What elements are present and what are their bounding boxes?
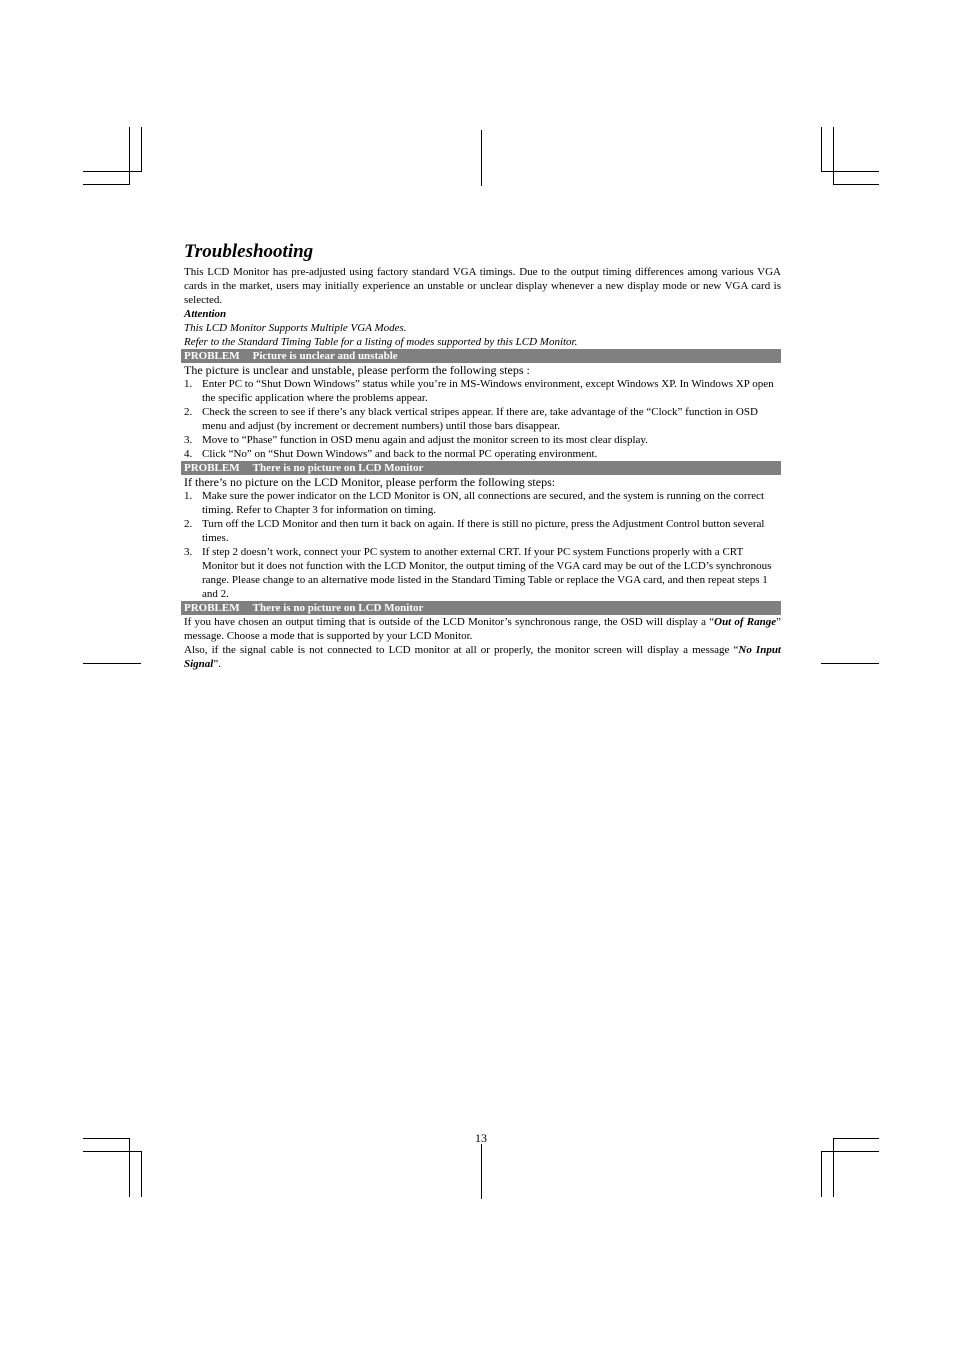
out-of-range-text: Out of Range — [714, 616, 777, 628]
steps-list — [184, 377, 781, 461]
crop-mark-top-center — [481, 130, 482, 186]
problem-label: PROBLEM — [184, 462, 240, 474]
list-item: 2. Turn off the LCD Monitor and then turn it back on again. If there is still no picture, press the Adjustment Control button several times. — [184, 518, 765, 544]
step-text: If step 2 doesn’t work, connect your PC system to another external CRT. If your PC system Functions properly with a CRT Monitor but it does not function with the LCD Monitor, the output timing of the VGA card may be out of the LCD’s synchronous range. Please change to an alternative mode listed in the Standard Timing Table or replace the VGA card, and then repeat steps 1 and 2. — [202, 546, 772, 600]
crop-mark-bottom-right-v2 — [821, 1151, 822, 1197]
step-text: Make sure the power indicator on the LCD Monitor is ON, all connections are secured, and the system is running on the correct timing. Refer to Chapter 3 for information on timing. — [202, 490, 765, 516]
step-text: Enter PC to “Shut Down Windows” status while you’re in MS-Windows environment, except Windows XP. In Windows XP open the specific application where the problems appear. — [202, 378, 774, 404]
paragraph-text: Also, if the signal cable is not connected to LCD monitor at all or properly, the monitor screen will display a message “ — [184, 644, 739, 656]
problem-heading: Picture is unclear and unstable — [252, 350, 398, 362]
problem-intro: The picture is unclear and unstable, please perform the following steps : — [184, 363, 530, 377]
crop-mark-top-right-v1 — [821, 127, 822, 172]
page-title: Troubleshooting — [184, 241, 314, 262]
crop-mark-top-left-h2 — [83, 171, 142, 172]
crop-mark-top-right-h1 — [821, 171, 879, 172]
list-item: 3. If step 2 doesn’t work, connect your PC system to another external CRT. If your PC system Functions properly with a CRT Monitor but it does not function with the LCD Monitor, the output timing of the VGA card may be out of the LCD’s synchronous range. Please change to an alternative mode listed in the Standard Timing Table or replace the VGA card, and then repeat steps 1 and 2. — [184, 546, 772, 600]
paragraph-text: If you have chosen an output timing that is outside of the LCD Monitor’s synchronous range, the OSD will display a “ — [184, 616, 715, 628]
crop-mark-bottom-right-h2 — [821, 1151, 879, 1152]
crop-mark-bottom-right-v1 — [833, 1138, 834, 1197]
crop-mark-bottom-center — [481, 1144, 482, 1199]
attention-line: This LCD Monitor Supports Multiple VGA Modes. — [184, 322, 407, 334]
crop-mark-top-left-v1 — [129, 127, 130, 185]
attention-label: Attention — [184, 308, 227, 320]
step-text: Check the screen to see if there’s any black vertical stripes appear. If there are, take advantage of the “Clock” function in OSD menu and adjust (by increment or decrement numbers) until those bars disappear. — [202, 406, 758, 432]
steps-list — [184, 489, 781, 601]
crop-mark-top-right-h2 — [833, 184, 879, 185]
problem-label: PROBLEM — [184, 602, 240, 614]
attention-line: Refer to the Standard Timing Table for a listing of modes supported by this LCD Monitor. — [184, 336, 578, 348]
crop-mark-bottom-left-v2 — [141, 1151, 142, 1197]
list-item: 2. Check the screen to see if there’s any black vertical stripes appear. If there are, take advantage of the “Clock” function in OSD menu and adjust (by increment or decrement numbers) until those bars disappear. — [184, 406, 758, 432]
crop-mark-bottom-left-h1 — [83, 1138, 130, 1139]
list-item: 1. Enter PC to “Shut Down Windows” status while you’re in MS-Windows environment, except Windows XP. In Windows XP open the specific application where the problems appear. — [184, 378, 774, 404]
crop-mark-bottom-right-h1 — [833, 1138, 879, 1139]
problem-header — [181, 601, 781, 615]
crop-mark-mid-right — [821, 663, 879, 664]
step-text: Move to “Phase” function in OSD menu again and adjust the monitor screen to its most clear display. — [202, 434, 648, 446]
problem-label: PROBLEM — [184, 350, 240, 362]
list-item: 4. Click “No” on “Shut Down Windows” and back to the normal PC operating environment. — [184, 448, 598, 460]
page-number: 13 — [475, 1131, 487, 1145]
crop-mark-bottom-left-v1 — [129, 1138, 130, 1197]
problem-header — [181, 461, 781, 475]
step-text: Turn off the LCD Monitor and then turn it back on again. If there is still no picture, press the Adjustment Control button several times. — [202, 518, 765, 544]
list-item: 1. Make sure the power indicator on the LCD Monitor is ON, all connections are secured, and the system is running on the correct timing. Refer to Chapter 3 for information on timing. — [184, 490, 765, 516]
list-item: 3. Move to “Phase” function in OSD menu again and adjust the monitor screen to its most clear display. — [184, 434, 648, 446]
problem-header — [181, 349, 781, 363]
page-content — [184, 240, 781, 671]
problem-intro: If there’s no picture on the LCD Monitor, please perform the following steps: — [184, 475, 556, 489]
paragraph-text: ” message. Choose a mode that is supported by your LCD Monitor. — [184, 616, 782, 642]
crop-mark-top-left-v2 — [141, 127, 142, 172]
problem-paragraph — [184, 615, 781, 643]
intro-paragraph: This LCD Monitor has pre-adjusted using factory standard VGA timings. Due to the output timing differences among various VGA cards in the market, users may initially experience an unstable or unclear display whenever a new display mode or new VGA card is selected. — [184, 266, 781, 306]
crop-mark-mid-left — [83, 663, 141, 664]
crop-mark-top-right-v2 — [833, 127, 834, 185]
no-input-signal-text: No Input Signal — [184, 644, 781, 670]
paragraph-text: ”. — [213, 658, 221, 670]
problem-paragraph — [184, 643, 781, 671]
problem-heading: There is no picture on LCD Monitor — [252, 602, 424, 614]
step-text: Click “No” on “Shut Down Windows” and back to the normal PC operating environment. — [202, 448, 598, 460]
crop-mark-bottom-left-h2 — [83, 1151, 142, 1152]
crop-mark-top-left-h — [83, 184, 130, 185]
problem-heading: There is no picture on LCD Monitor — [252, 462, 424, 474]
